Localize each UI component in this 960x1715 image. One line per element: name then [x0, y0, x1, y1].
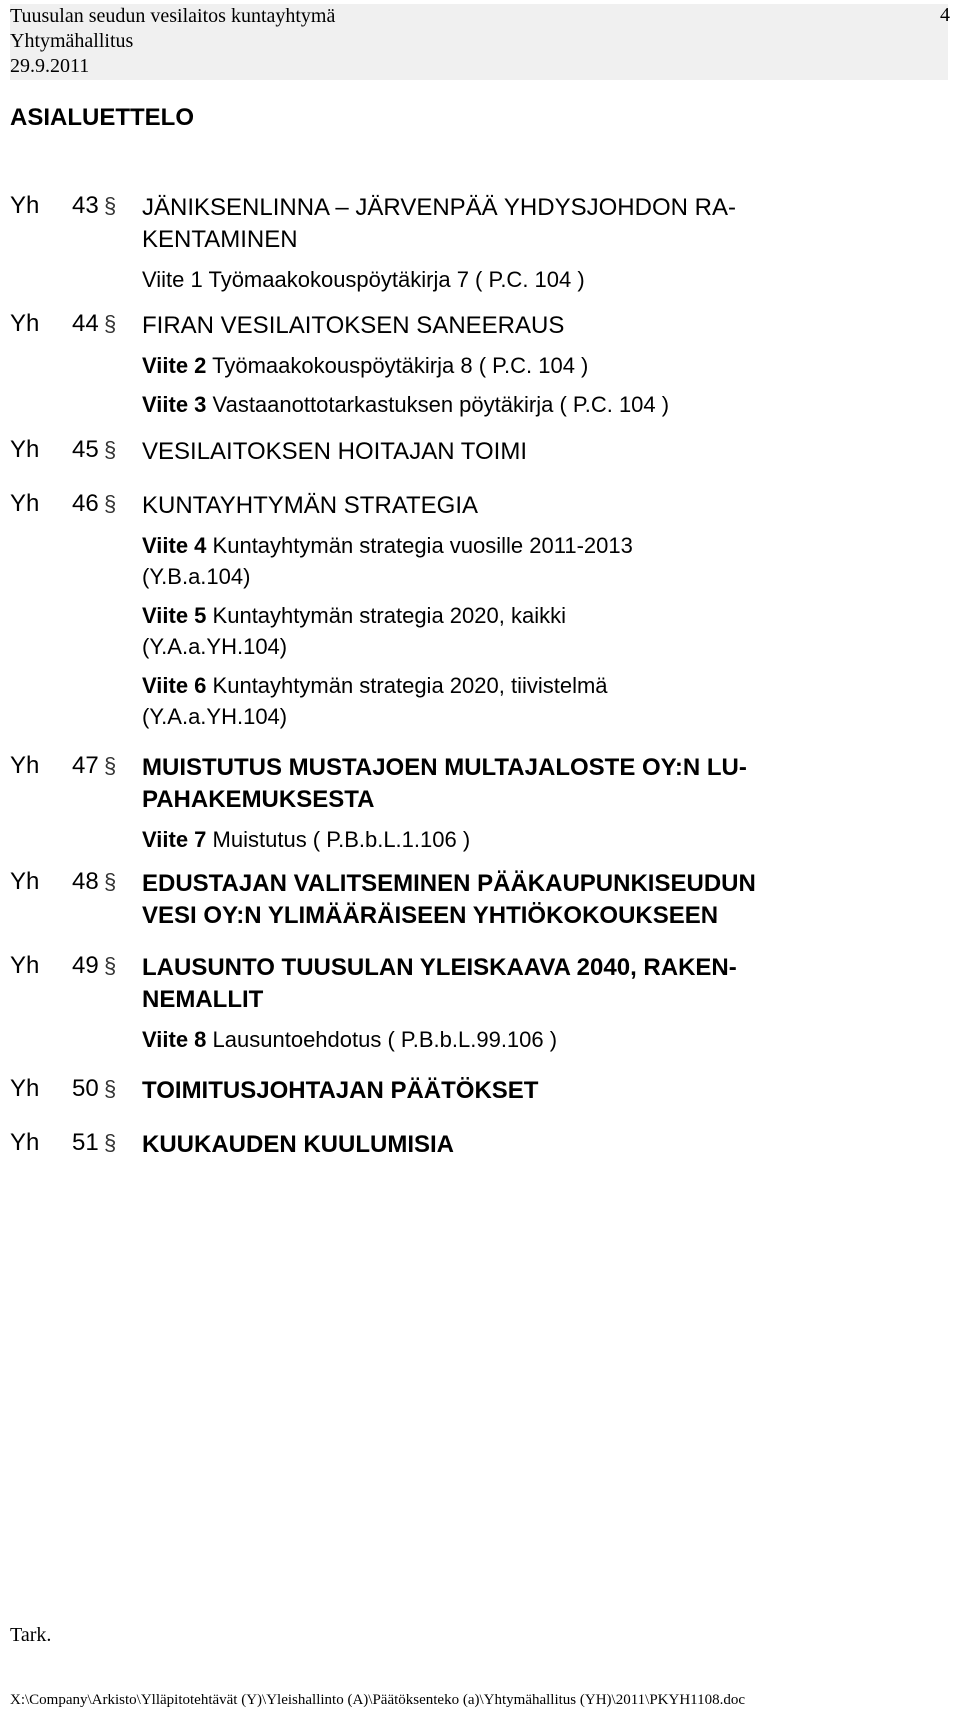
item-prefix: Yh	[10, 952, 40, 979]
attachment-text: Vastaanottotarkastuksen pöytäkirja ( P.C. 104 )	[212, 392, 670, 417]
item-number: 50	[72, 1075, 99, 1102]
item-title: FIRAN VESILAITOKSEN SANEERAUS	[142, 312, 565, 339]
attachment-label: Viite 5	[142, 603, 207, 628]
section-sign-icon: §	[104, 869, 117, 894]
attachment-label: Viite 8	[142, 1027, 207, 1052]
attachment-entry	[142, 530, 910, 592]
item-number: 44	[72, 310, 99, 337]
agenda-item	[10, 192, 910, 295]
attachment-text: Muistutus ( P.B.b.L.1.106 )	[212, 827, 471, 852]
attachment-text: Työmaakokouspöytäkirja 7 ( P.C. 104 )	[208, 267, 585, 292]
item-number: 45	[72, 436, 99, 463]
section-sign-icon: §	[104, 437, 117, 462]
item-number: 46	[72, 490, 99, 517]
attachment-entry	[142, 600, 910, 662]
section-sign-icon: §	[104, 953, 117, 978]
attachment-label: Viite 2	[142, 353, 207, 378]
item-prefix: Yh	[10, 436, 40, 463]
attachment-label: Viite 4	[142, 533, 207, 558]
item-prefix: Yh	[10, 1129, 40, 1156]
page-number: 4	[940, 4, 950, 26]
footer-tark-label: Tark.	[10, 1624, 52, 1646]
agenda-item	[10, 1129, 910, 1161]
attachment-label: Viite 1	[142, 267, 203, 292]
page-title: ASIALUETTELO	[10, 104, 194, 131]
section-sign-icon: §	[104, 193, 117, 218]
attachment-entry	[142, 1024, 910, 1055]
attachment-text: Työmaakokouspöytäkirja 8 ( P.C. 104 )	[212, 353, 589, 378]
agenda-item	[10, 1075, 910, 1107]
section-sign-icon: §	[104, 753, 117, 778]
attachment-entry	[142, 670, 910, 732]
header-organization: Tuusulan seudun vesilaitos kuntayhtymä	[10, 5, 336, 27]
item-title: KUNTAYHTYMÄN STRATEGIA	[142, 492, 479, 519]
header-date: 29.9.2011	[10, 55, 90, 77]
attachment-label: Viite 6	[142, 673, 207, 698]
item-number: 43	[72, 192, 99, 219]
attachment-text: Kuntayhtymän strategia 2020, tiivistelmä (Y.A.a.YH.104)	[142, 673, 608, 729]
item-prefix: Yh	[10, 310, 40, 337]
section-sign-icon: §	[104, 1076, 117, 1101]
item-title: TOIMITUSJOHTAJAN PÄÄTÖKSET	[142, 1077, 539, 1104]
attachment-label: Viite 3	[142, 392, 207, 417]
footer-file-path: X:\Company\Arkisto\Ylläpitotehtävät (Y)\Yleishallinto (A)\Päätöksenteko (a)\Yhtymähallitus (YH)\2011\PKYH1108.doc	[10, 1692, 746, 1708]
section-sign-icon: §	[104, 311, 117, 336]
item-number: 47	[72, 752, 99, 779]
item-prefix: Yh	[10, 490, 40, 517]
attachment-label: Viite 7	[142, 827, 207, 852]
section-sign-icon: §	[104, 1130, 117, 1155]
item-number: 48	[72, 868, 99, 895]
item-title: EDUSTAJAN VALITSEMINEN PÄÄKAUPUNKISEUDUN VESI OY:N YLIMÄÄRÄISEEN YHTIÖKOKOUKSEEN	[142, 870, 756, 929]
attachment-entry	[142, 824, 910, 855]
item-title: LAUSUNTO TUUSULAN YLEISKAAVA 2040, RAKEN- NEMALLIT	[142, 954, 737, 1013]
item-title: KUUKAUDEN KUULUMISIA	[142, 1131, 454, 1158]
agenda-item	[10, 490, 910, 732]
agenda-item	[10, 310, 910, 420]
attachment-entry	[142, 350, 910, 381]
attachment-text: Kuntayhtymän strategia 2020, kaikki (Y.A.a.YH.104)	[142, 603, 566, 659]
section-sign-icon: §	[104, 491, 117, 516]
document-header	[10, 4, 948, 80]
attachment-entry	[142, 389, 910, 420]
agenda-item	[10, 436, 910, 468]
attachment-text: Lausuntoehdotus ( P.B.b.L.99.106 )	[212, 1027, 558, 1052]
agenda-item	[10, 752, 910, 855]
item-prefix: Yh	[10, 192, 40, 219]
item-title: JÄNIKSENLINNA – JÄRVENPÄÄ YHDYSJOHDON RA- KENTAMINEN	[142, 194, 736, 253]
item-number: 49	[72, 952, 99, 979]
item-number: 51	[72, 1129, 99, 1156]
header-body: Yhtymähallitus	[10, 30, 134, 52]
item-prefix: Yh	[10, 868, 40, 895]
attachment-text: Kuntayhtymän strategia vuosille 2011-2013 (Y.B.a.104)	[142, 533, 633, 589]
item-prefix: Yh	[10, 752, 40, 779]
item-title: MUISTUTUS MUSTAJOEN MULTAJALOSTE OY:N LU- PAHAKEMUKSESTA	[142, 754, 747, 813]
item-title: VESILAITOKSEN HOITAJAN TOIMI	[142, 438, 527, 465]
agenda-item	[10, 952, 910, 1055]
agenda-item	[10, 868, 910, 932]
attachment-entry	[142, 264, 910, 295]
item-prefix: Yh	[10, 1075, 40, 1102]
